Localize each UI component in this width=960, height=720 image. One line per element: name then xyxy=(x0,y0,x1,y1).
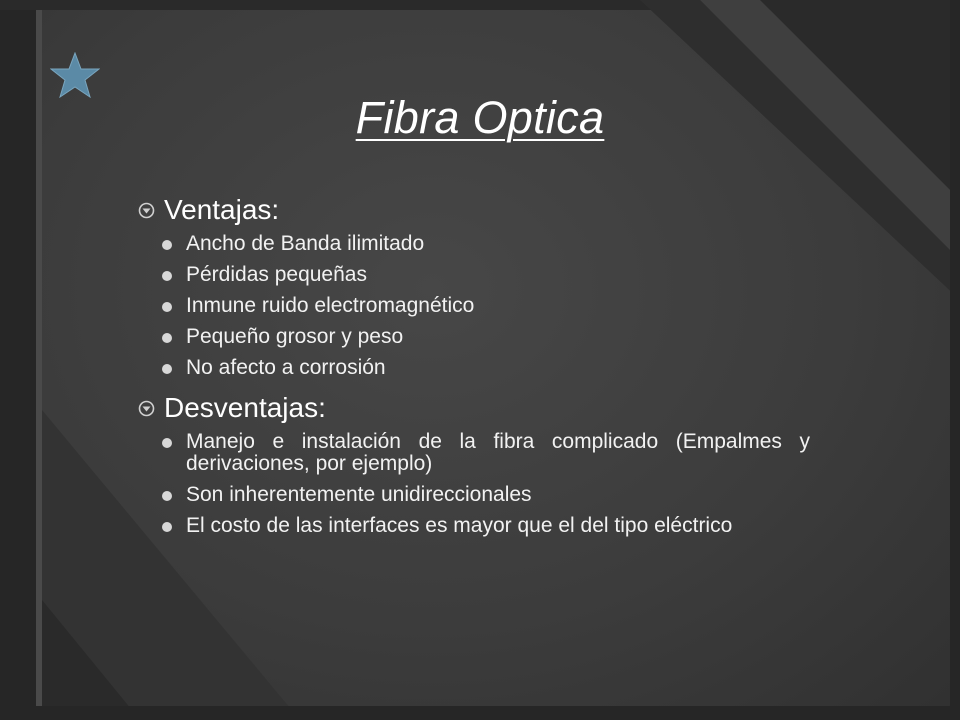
list-item-text: No afecto a corrosión xyxy=(186,356,386,379)
slide-content xyxy=(138,190,810,546)
section-heading-label: Desventajas: xyxy=(164,392,326,423)
dot-icon xyxy=(162,438,172,448)
list-item-text: Pequeño grosor y peso xyxy=(186,325,404,348)
section-heading-ventajas xyxy=(138,190,810,230)
circle-arrow-icon xyxy=(138,400,155,417)
dot-icon xyxy=(162,522,172,532)
list-item xyxy=(138,515,810,537)
dot-icon xyxy=(162,240,172,250)
list-item-text: El costo de las interfaces es mayor que el del tipo eléctrico xyxy=(186,514,733,537)
list-item-text: Inmune ruido electromagnético xyxy=(186,294,475,317)
dot-icon xyxy=(162,271,172,281)
list-item xyxy=(138,264,810,286)
list-item xyxy=(138,431,810,475)
list-item xyxy=(138,326,810,348)
dot-icon xyxy=(162,302,172,312)
list-item-text: Manejo e instalación de la fibra complicado (Empalmes y derivaciones, por ejemplo) xyxy=(186,430,810,475)
dot-icon xyxy=(162,491,172,501)
section-heading-label: Ventajas: xyxy=(164,194,280,225)
list-item-text: Son inherentemente unidireccionales xyxy=(186,483,532,506)
circle-arrow-icon xyxy=(138,202,155,219)
desventajas-list xyxy=(138,431,810,537)
list-item xyxy=(138,357,810,379)
dot-icon xyxy=(162,364,172,374)
dot-icon xyxy=(162,333,172,343)
list-item xyxy=(138,295,810,317)
list-item-text: Pérdidas pequeñas xyxy=(186,263,367,286)
list-item xyxy=(138,233,810,255)
list-item-text: Ancho de Banda ilimitado xyxy=(186,232,425,255)
section-heading-desventajas xyxy=(138,388,810,428)
list-item xyxy=(138,484,810,506)
ventajas-list xyxy=(138,233,810,379)
slide-title: Fibra Optica xyxy=(355,92,605,143)
